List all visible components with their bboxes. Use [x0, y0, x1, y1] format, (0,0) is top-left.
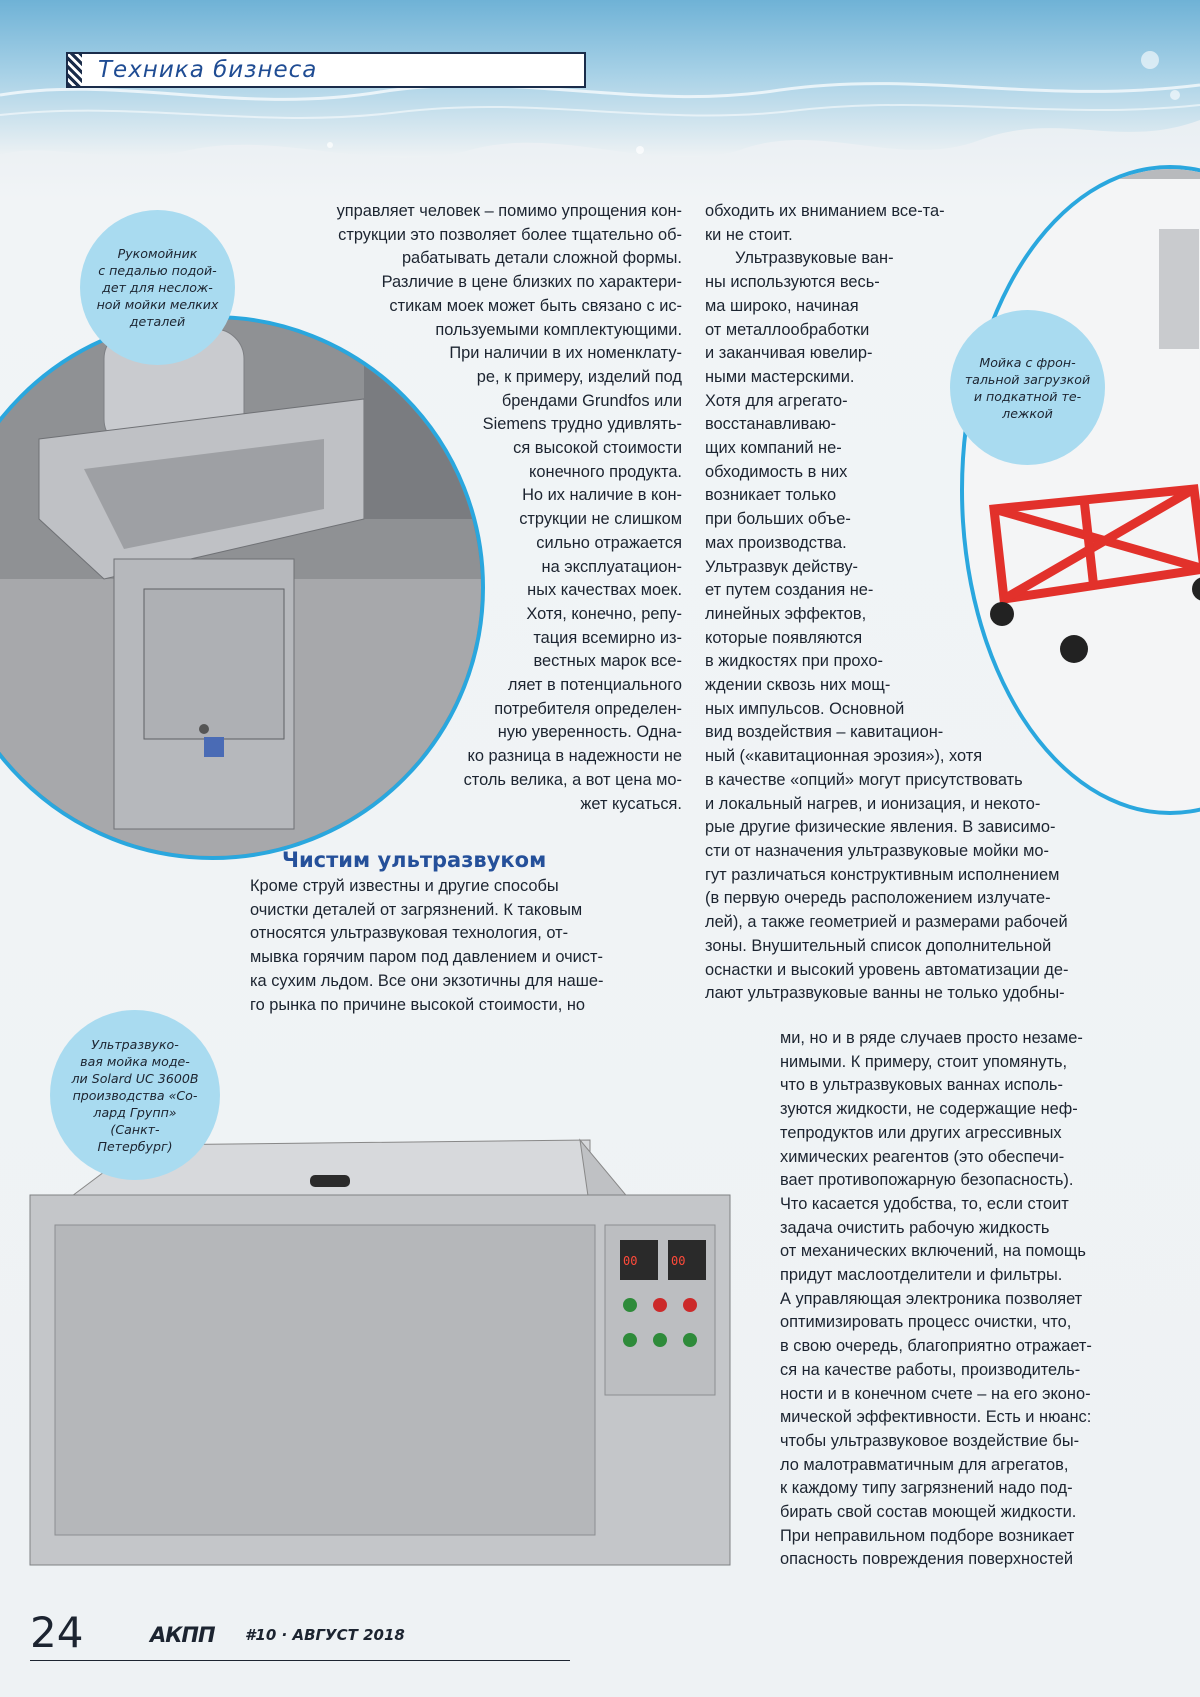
text-line: ляет в потенциального [507, 676, 682, 695]
ultrasonic-caption-callout [50, 1010, 220, 1180]
caption-line: Рукомойник [117, 246, 198, 261]
text-line: обходить их вниманием все-та- [705, 202, 945, 220]
text-line: ко разница в надежности не [467, 747, 682, 766]
text-line: потребителя определен- [494, 699, 682, 718]
text-line: вид воздействия – кавитацион- [705, 723, 944, 742]
text-line: химических реагентов (это обеспечи- [780, 1147, 1065, 1166]
text-line: При наличии в их номенклату- [449, 344, 682, 363]
text-line: рые другие физические явления. В зависимо- [705, 818, 1056, 837]
text-line: линейных эффектов, [705, 604, 867, 623]
text-line: опасность повреждения поверхностей [780, 1550, 1074, 1569]
text-line: ся высокой стоимости [513, 439, 682, 458]
text-line: ло малотравматичным для агрегатов, [780, 1455, 1069, 1474]
caption-line: тальной загрузкой [964, 371, 1091, 387]
text-line: возникает только [705, 486, 837, 505]
caption-line: лард Групп» (Санкт- [93, 1104, 177, 1137]
text-line: вает противопожарную безопасность). [780, 1171, 1074, 1190]
text-line: лают ультразвуковые ванны не только удобны- [705, 984, 1065, 1003]
text-line: жет кусаться. [580, 794, 682, 813]
rubric-hatch [68, 54, 82, 86]
text-line: восстанавливаю- [705, 415, 837, 434]
text-line: управляет человек – помимо упрощения кон- [336, 202, 682, 220]
caption-line: и подкатной те- [973, 388, 1082, 404]
text-line: ный («кавитационная эрозия»), хотя [705, 747, 983, 766]
text-line: ными мастерскими. [705, 367, 855, 386]
article-left-column-bottom [250, 875, 682, 1017]
caption-line: производства «Со- [72, 1087, 198, 1103]
text-line: Кроме струй известны и другие способы [250, 877, 559, 895]
sink-caption-callout [80, 210, 235, 365]
text-line: мах производства. [705, 533, 847, 552]
text-line: ных качествах моек. [527, 581, 682, 600]
text-line: чтобы ультразвуковое воздействие бы- [780, 1431, 1080, 1450]
text-line: сильно отражается [536, 533, 682, 552]
text-line: ности и в конечном счете – на его эконо- [780, 1384, 1091, 1403]
text-line: вестных марок все- [533, 652, 682, 671]
text-line: в жидкостях при прохо- [705, 652, 883, 671]
text-line: тация всемирно из- [533, 628, 682, 647]
text-line: (в первую очередь расположением излучате- [705, 889, 1051, 908]
text-line: очистки деталей от загрязнений. К таковым [250, 900, 583, 919]
text-line: оптимизировать процесс очистки, что, [780, 1313, 1072, 1332]
article-right-column-bottom [780, 1027, 1140, 1572]
text-line: гут различаться конструктивным исполнением [705, 865, 1060, 884]
section-rubric [66, 52, 586, 88]
text-line: ную уверенность. Одна- [497, 723, 682, 742]
text-line: При неправильном подборе возникает [780, 1526, 1075, 1545]
text-line: относятся ультразвуковая технология, от- [250, 924, 569, 943]
text-line: струкции это позволяет более тщательно об- [338, 225, 682, 244]
footer-rule [30, 1660, 570, 1661]
rubric-title: Техника бизнеса [98, 57, 318, 83]
caption-line: Ультразвуко- [91, 1036, 179, 1052]
text-line: го рынка по причине высокой стоимости, но [250, 995, 586, 1014]
text-line: ки не стоит. [705, 225, 793, 244]
text-line: щих компаний не- [705, 439, 842, 458]
text-line: от металлообработки [705, 320, 870, 339]
text-line: ма широко, начиная [705, 296, 859, 315]
caption-line: ной мойки мелких [96, 297, 219, 312]
text-line: и локальный нагрев, и ионизация, и некото- [705, 794, 1041, 813]
caption-line: Мойка с фрон- [979, 354, 1076, 370]
text-line: ре, к примеру, изделий под [476, 367, 682, 386]
text-line: задача очистить рабочую жидкость [780, 1218, 1050, 1237]
text-line: сти от назначения ультразвуковые мойки мо- [705, 841, 1049, 860]
caption-line: с педалью подой- [98, 263, 217, 278]
text-line: при больших объе- [705, 510, 851, 529]
article-left-column [250, 200, 682, 816]
text-line: А управляющая электроника позволяет [780, 1289, 1083, 1308]
text-line: брендами Grundfos или [501, 391, 682, 410]
svg-text:00: 00 [623, 1254, 638, 1268]
text-line: ных импульсов. Основной [705, 699, 905, 718]
text-line: и заканчивая ювелир- [705, 344, 873, 363]
text-line: на эксплуатацион- [541, 557, 682, 576]
caption-line: Петербург) [97, 1138, 173, 1154]
text-line: Но их наличие в кон- [522, 486, 682, 505]
text-line: стикам моек может быть связано с ис- [389, 296, 682, 315]
text-line: в качестве «опций» могут присутствовать [705, 770, 1023, 789]
text-line: обходимость в них [705, 462, 848, 481]
text-line: ет путем создания не- [705, 581, 874, 600]
caption-line: вая мойка моде- [80, 1053, 190, 1069]
text-line: зоны. Внушительный список дополнительной [705, 936, 1052, 955]
text-line: конечного продукта. [529, 462, 682, 481]
text-line: пользуемыми комплектующими. [435, 320, 682, 339]
page-number: 24 [30, 1608, 84, 1657]
svg-text:00: 00 [671, 1254, 686, 1268]
text-line: струкции не слишком [519, 510, 682, 529]
caption-line: ли Solard UC 3600B [71, 1070, 199, 1086]
text-line: рабатывать детали сложной формы. [401, 249, 682, 268]
water-splash-header [0, 0, 1200, 200]
text-line: ны используются весь- [705, 273, 880, 292]
text-line: придут маслоотделители и фильтры. [780, 1266, 1063, 1285]
text-line: ждении сквозь них мощ- [705, 676, 891, 695]
text-line: мической эффективности. Есть и нюанс: [780, 1408, 1092, 1427]
caption-line: дет для неслож- [102, 280, 213, 295]
text-line: ми, но и в ряде случаев просто незаме- [780, 1029, 1083, 1047]
text-line: в свою очередь, благоприятно отражает- [780, 1337, 1092, 1356]
text-line: мывка горячим паром под давлением и очист- [250, 948, 603, 967]
text-line: ся на качестве работы, производитель- [780, 1360, 1081, 1379]
section-heading: Чистим ультразвуком [282, 848, 547, 872]
text-line: ка сухим льдом. Все они экзотичны для наше- [250, 971, 604, 990]
text-line: бирать свой состав моющей жидкости. [780, 1503, 1077, 1522]
text-line: нимыми. К примеру, стоит упомянуть, [780, 1052, 1068, 1071]
text-line: оснастки и высокий уровень автоматизации де- [705, 960, 1069, 979]
magazine-logo: АКПП [150, 1623, 215, 1647]
text-line: зуются жидкости, не содержащие неф- [780, 1100, 1078, 1119]
caption-line: лежкой [1002, 405, 1053, 421]
text-line: тепродуктов или других агрессивных [780, 1123, 1062, 1142]
text-line: к каждому типу загрязнений надо под- [780, 1479, 1073, 1498]
caption-line: деталей [129, 314, 186, 329]
text-line: Siemens трудно удивлять- [482, 415, 682, 434]
article-right-column [705, 200, 1145, 1006]
text-line: которые появляются [705, 628, 863, 647]
text-line: Ультразвуковые ван- [735, 249, 894, 268]
issue-label: #10 · АВГУСТ 2018 [245, 1626, 405, 1644]
text-line: от механических включений, на помощь [780, 1242, 1086, 1261]
text-line: что в ультразвуковых ваннах исполь- [780, 1076, 1063, 1095]
text-line: столь велика, а вот цена мо- [463, 770, 682, 789]
text-line: лей), а также геометрией и размерами рабочей [705, 913, 1068, 932]
text-line: Хотя, конечно, репу- [526, 604, 682, 623]
text-line: Различие в цене близких по характери- [381, 273, 682, 292]
text-line: Хотя для агрегато- [705, 391, 848, 410]
text-line: Что касается удобства, то, если стоит [780, 1194, 1069, 1213]
text-line: Ультразвук действу- [705, 557, 859, 576]
